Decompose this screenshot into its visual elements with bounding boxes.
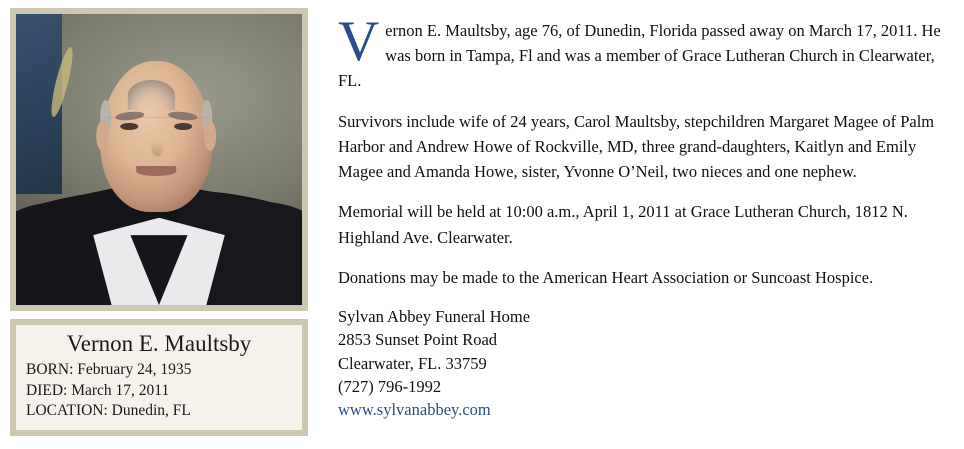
died-line: DIED: March 17, 2011 [26, 381, 170, 399]
obituary-paragraph-1-text: ernon E. Maultsby, age 76, of Dunedin, Florida passed away on March 17, 2011. He was born in Tampa, Fl and was a member of Grace Lutheran Church in Clearwater, FL. [338, 21, 941, 91]
funeral-home-street: 2853 Sunset Point Road [338, 330, 498, 350]
photo-ear-right [204, 121, 216, 151]
funeral-home-city-state-zip: Clearwater, FL. 33759 [338, 353, 487, 373]
obituary-paragraph-4: Donations may be made to the American Heart Association or Suncoast Hospice. [338, 267, 874, 287]
funeral-home-phone: (727) 796-1992 [338, 376, 442, 396]
portrait-photo-frame [10, 8, 308, 311]
obituary-paragraph-1 [338, 10, 946, 93]
drop-cap-letter: V [338, 10, 380, 73]
nameplate [10, 319, 308, 436]
photo-blue-jacket-edge [16, 14, 62, 194]
portrait-photo [16, 14, 302, 305]
photo-nose [152, 132, 163, 156]
photo-hair [128, 80, 175, 110]
photo-face [100, 61, 212, 212]
deceased-name: Vernon E. Maultsby [66, 331, 252, 356]
funeral-home-website-link[interactable]: www.sylvanabbey.com [338, 400, 491, 420]
obituary-paragraph-2: Survivors include wife of 24 years, Carol Maultsby, stepchildren Margaret Magee of Palm Harbor and Andrew Howe of Rockville, MD, three grand-daughters, Kaitlyn and Emily Magee and Amanda Howe, sister, Yvonne O’Neil, two nieces and one nephew. [338, 112, 935, 182]
left-column [0, 0, 322, 449]
obituary-text-column [322, 0, 964, 449]
funeral-home-name: Sylvan Abbey Funeral Home [338, 306, 531, 326]
location-line: LOCATION: Dunedin, FL [26, 402, 191, 420]
born-line: BORN: February 24, 1935 [26, 361, 192, 379]
funeral-home-block [338, 305, 946, 422]
obituary-paragraph-3: Memorial will be held at 10:00 a.m., April 1, 2011 at Grace Lutheran Church, 1812 N. Highland Ave. Clearwater. [338, 202, 908, 247]
photo-mouth [136, 166, 176, 175]
